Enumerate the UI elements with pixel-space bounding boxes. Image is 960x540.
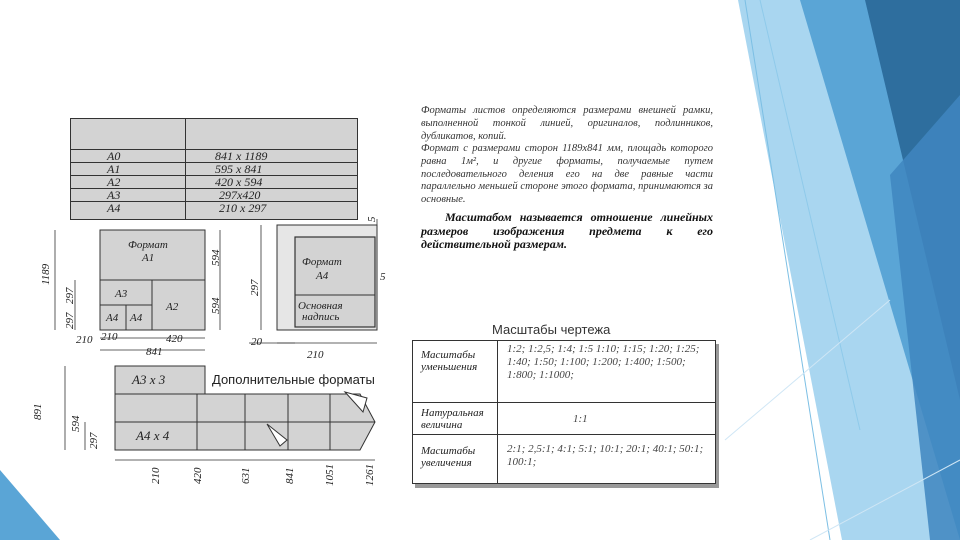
scale-values-reduction: 1:2; 1:2,5; 1:4; 1:5 1:10; 1:15; 1:20; 1:25; 1:40; 1:50; 1:100; 1:200; 1:400; 1:500; 1:800; 1:1000;: [507, 343, 700, 381]
bottom-dim: 841: [284, 467, 296, 484]
format-size: 210 x 297: [219, 201, 267, 215]
dim-297-add: 297: [88, 432, 100, 449]
format-row: [71, 188, 357, 202]
format-size: 595 x 841: [215, 162, 263, 176]
a4-label-2: А4: [130, 312, 143, 324]
dim-5-top: 5: [366, 216, 378, 222]
a4-format-word: Формат: [302, 256, 342, 268]
a3x3-label: А3 х 3: [132, 372, 166, 387]
a4-sheet-label: А4: [316, 270, 329, 282]
dim-594: 594: [210, 249, 222, 266]
scale-label-enlargement: Масштабы увеличения: [421, 445, 476, 469]
stamp-line-2: надпись: [302, 311, 340, 323]
dim-210-a4: 210: [307, 349, 324, 361]
format-row: [71, 162, 357, 176]
format-row: [71, 175, 357, 189]
dim-5-right: 5: [380, 271, 386, 283]
a3-label: А3: [115, 288, 128, 300]
format-name: A2: [107, 175, 121, 189]
dim-841: 841: [146, 346, 163, 358]
a1-label: А1: [142, 252, 155, 264]
dim-594-add: 594: [70, 415, 82, 432]
bottom-dim: 631: [240, 467, 252, 484]
scale-values-enlargement: 2:1; 2,5:1; 4:1; 5:1; 10:1; 20:1; 40:1; 50:1; 100:1;: [507, 443, 704, 468]
dim-297: 297: [64, 287, 76, 304]
paragraph-main-formats: Формат с размерами сторон 1189х841 мм, площадь которого равна 1м², и другие форматы, получаемые путем последовательного деления его на две равные части параллельно меньшей стороне этого формата, принимаются за основные.: [421, 143, 713, 206]
scale-label-natural: Натуральная величина: [421, 407, 484, 431]
dim-210-b: 210: [101, 331, 118, 343]
paragraph-formats-definition: Форматы листов определяются размерами внешней рамки, выполненной тонкой линией, оригиналов, подлинников, дубликатов, копий.: [421, 105, 713, 142]
scales-row-divider: [413, 434, 715, 435]
dim-210: 210: [76, 334, 93, 346]
bottom-dim: 210: [150, 467, 162, 484]
dim-297-a4: 297: [249, 279, 261, 296]
additional-formats-title: Дополнительные форматы: [212, 372, 375, 387]
bottom-dim: 1261: [364, 464, 376, 486]
format-name: A1: [107, 162, 121, 176]
dim-420: 420: [166, 333, 183, 345]
a4x4-label: А4 х 4: [136, 428, 170, 443]
stamp-line-1: Основная: [298, 300, 343, 312]
format-row: [71, 201, 357, 215]
bottom-dim: 420: [192, 467, 204, 484]
paragraph-scale-definition: Масштабом называется отношение линейных размеров изображения предмета к его действительной размерам.: [421, 210, 713, 251]
bottom-dim: 1051: [324, 464, 336, 486]
scales-row-divider: [413, 402, 715, 403]
scales-column-divider: [497, 341, 498, 483]
scale-label-reduction: Масштабы уменьшения: [421, 349, 478, 373]
a2-label: А2: [166, 301, 179, 313]
format-size: 297x420: [219, 188, 261, 202]
format-name: A3: [107, 188, 121, 202]
dim-594-lower: 594: [210, 297, 222, 314]
dim-891: 891: [32, 403, 44, 420]
scales-title: Масштабы чертежа: [492, 322, 611, 337]
format-table: [70, 118, 358, 220]
format-size: 841 x 1189: [215, 149, 268, 163]
dim-297-lower: 297: [64, 312, 76, 329]
a1-format-word: Формат: [128, 239, 168, 251]
dim-20: 20: [251, 336, 262, 348]
scale-values-natural: 1:1: [573, 413, 588, 425]
format-name: A0: [107, 149, 121, 163]
format-size: 420 x 594: [215, 175, 263, 189]
format-row: [71, 149, 357, 163]
scales-table: [412, 340, 716, 484]
dim-1189: 1189: [40, 263, 52, 285]
a4-sheet-diagram: [245, 215, 395, 365]
format-name: A4: [107, 201, 121, 215]
a4-label: А4: [106, 312, 119, 324]
